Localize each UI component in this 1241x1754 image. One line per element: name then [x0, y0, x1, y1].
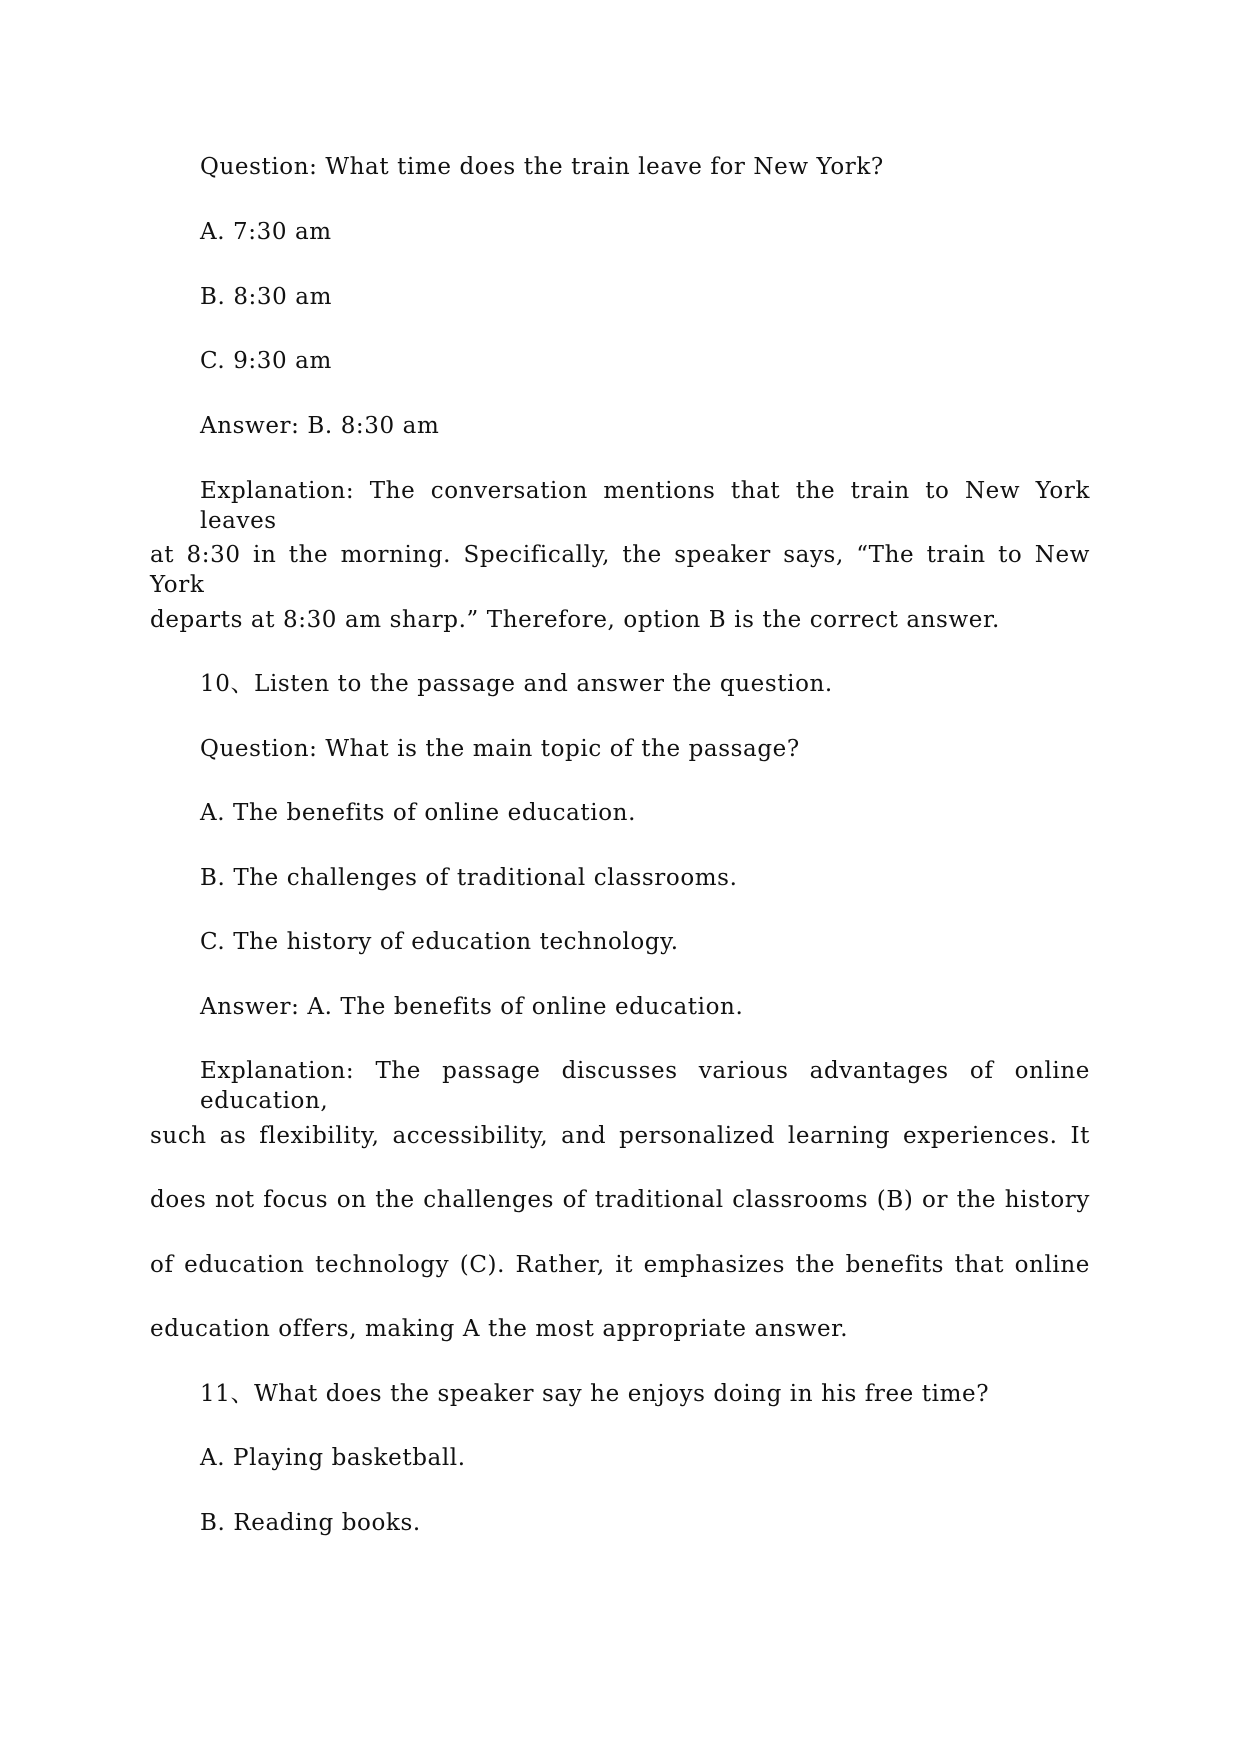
- q9-option-a: A. 7:30 am: [200, 219, 332, 245]
- q9-question: Question: What time does the train leave for New York?: [200, 154, 884, 180]
- q11-heading: 11、What does the speaker say he enjoys doing in his free time?: [200, 1381, 990, 1407]
- q10-explanation-line-1: Explanation: The passage discusses various advantages of online education,: [200, 1058, 1090, 1114]
- q9-explanation-line-3: departs at 8:30 am sharp.” Therefore, option B is the correct answer.: [150, 607, 1000, 633]
- q9-explanation-line-2: at 8:30 in the morning. Specifically, the speaker says, “The train to New York: [150, 542, 1090, 598]
- q10-explanation-line-4: of education technology (C). Rather, it emphasizes the benefits that online: [150, 1252, 1090, 1278]
- q11-option-b: B. Reading books.: [200, 1510, 421, 1536]
- q10-question: Question: What is the main topic of the passage?: [200, 736, 800, 762]
- q9-option-b: B. 8:30 am: [200, 284, 333, 310]
- q10-explanation-line-3: does not focus on the challenges of traditional classrooms (B) or the history: [150, 1187, 1090, 1213]
- q11-option-a: A. Playing basketball.: [200, 1445, 466, 1471]
- q10-option-b: B. The challenges of traditional classrooms.: [200, 865, 738, 891]
- q9-answer: Answer: B. 8:30 am: [200, 413, 440, 439]
- q9-explanation-line-1: Explanation: The conversation mentions that the train to New York leaves: [200, 478, 1090, 534]
- q10-option-c: C. The history of education technology.: [200, 929, 679, 955]
- q10-explanation-line-5: education offers, making A the most appropriate answer.: [150, 1316, 849, 1342]
- q10-explanation-line-2: such as flexibility, accessibility, and personalized learning experiences. It: [150, 1123, 1090, 1149]
- q9-option-c: C. 9:30 am: [200, 348, 332, 374]
- q10-heading: 10、Listen to the passage and answer the question.: [200, 671, 833, 697]
- q10-answer: Answer: A. The benefits of online education.: [200, 994, 744, 1020]
- q10-option-a: A. The benefits of online education.: [200, 800, 636, 826]
